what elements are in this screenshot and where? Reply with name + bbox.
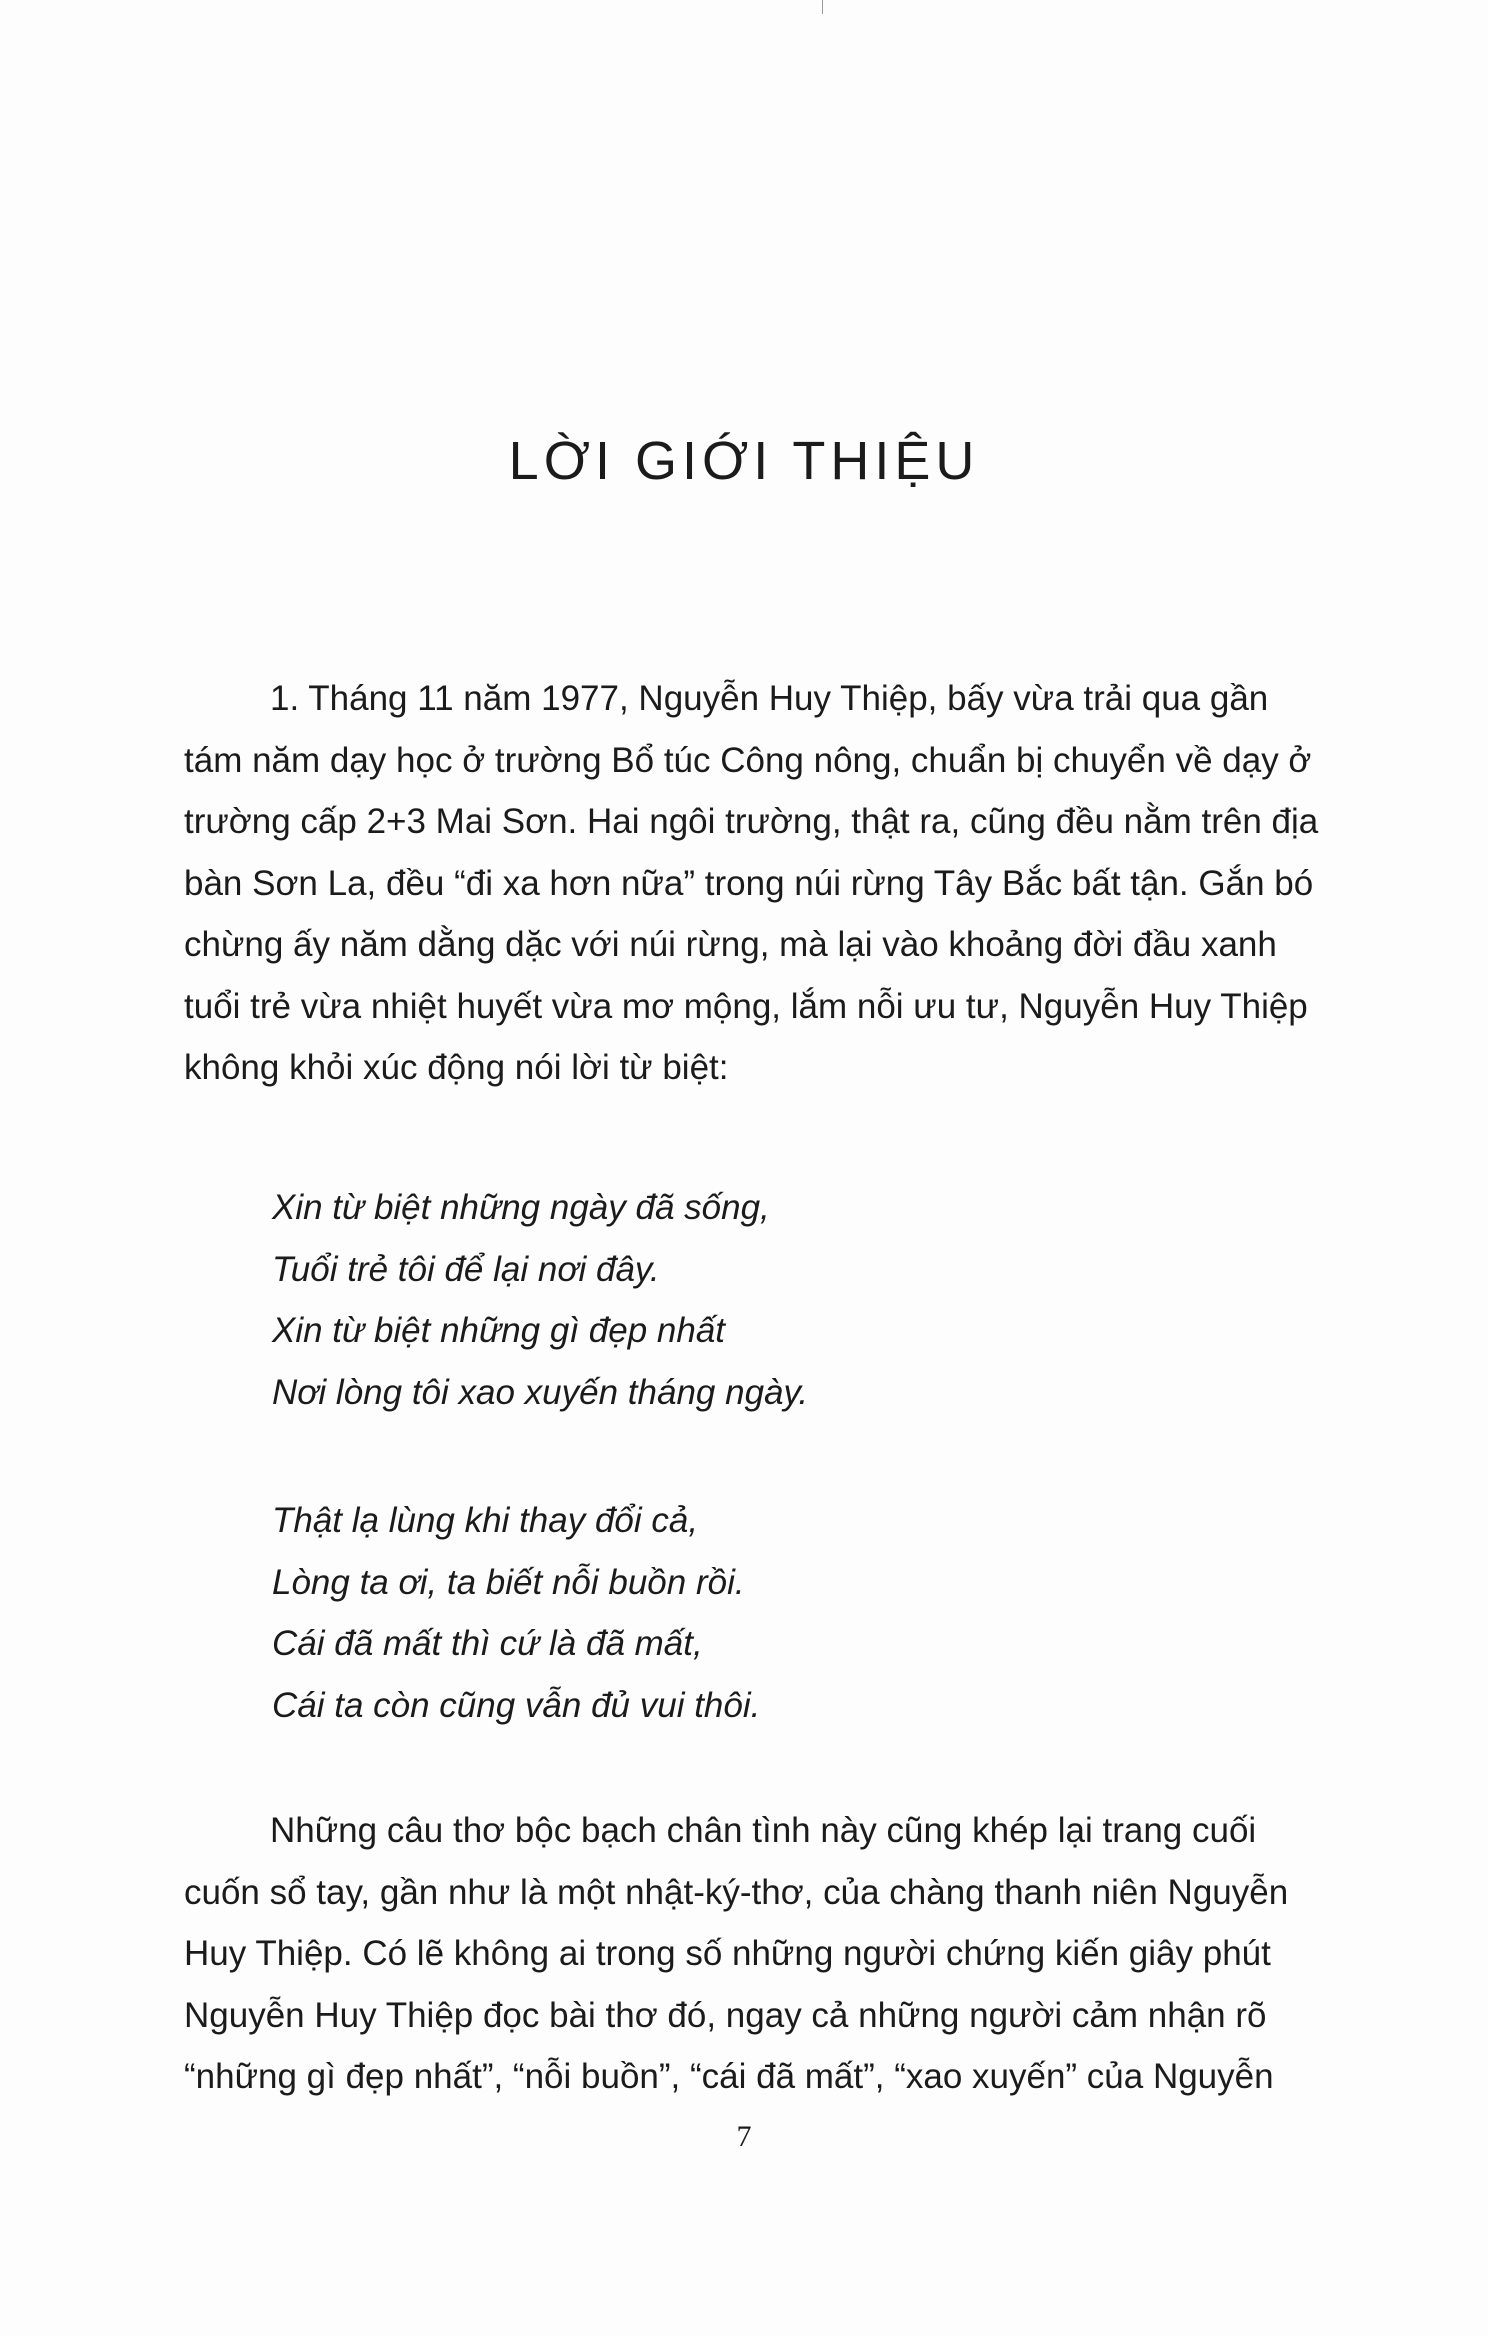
crop-mark: [822, 0, 823, 14]
text-line: tuổi trẻ vừa nhiệt huyết vừa mơ mộng, lắm nỗi ưu tư, Nguyễn Huy Thiệp: [184, 986, 1308, 1026]
text-line: cuốn sổ tay, gần như là một nhật-ký-thơ, của chàng thanh niên Nguyễn: [184, 1872, 1289, 1912]
poem-stanza-2: [272, 1490, 760, 1736]
text-line: không khỏi xúc động nói lời từ biệt:: [184, 1048, 729, 1087]
text-line: Những câu thơ bộc bạch chân tình này cũng khép lại trang cuối: [270, 1811, 1257, 1850]
poem-line: Nơi lòng tôi xao xuyến tháng ngày.: [272, 1372, 809, 1412]
text-line: Huy Thiệp. Có lẽ không ai trong số những người chứng kiến giây phút: [184, 1934, 1271, 1973]
text-line: bàn Sơn La, đều “đi xa hơn nữa” trong núi rừng Tây Bắc bất tận. Gắn bó: [184, 863, 1314, 903]
text-line: tám năm dạy học ở trường Bổ túc Công nông, chuẩn bị chuyển về dạy ở: [184, 740, 1312, 780]
paragraph-continuation: [184, 1800, 1318, 2108]
poem-line: Cái ta còn cũng vẫn đủ vui thôi.: [272, 1685, 761, 1725]
text-line: trường cấp 2+3 Mai Sơn. Hai ngôi trường, thật ra, cũng đều nằm trên địa: [184, 802, 1319, 841]
poem-line: Tuổi trẻ tôi để lại nơi đây.: [272, 1249, 660, 1289]
poem-line: Xin từ biệt những ngày đã sống,: [272, 1188, 770, 1227]
chapter-title: LỜI GIỚI THIỆU: [508, 431, 980, 491]
poem-line: Xin từ biệt những gì đẹp nhất: [272, 1311, 726, 1350]
text-line: Nguyễn Huy Thiệp đọc bài thơ đó, ngay cả những người cảm nhận rõ: [184, 1995, 1267, 2035]
poem-line: Cái đã mất thì cứ là đã mất,: [272, 1624, 703, 1663]
poem-line: Lòng ta ơi, ta biết nỗi buồn rồi.: [272, 1562, 745, 1602]
poem-stanza-1: [272, 1177, 808, 1423]
paragraph-intro: [184, 668, 1318, 1099]
text-line: chừng ấy năm dằng dặc với núi rừng, mà lại vào khoảng đời đầu xanh: [184, 925, 1277, 964]
text-line: “những gì đẹp nhất”, “nỗi buồn”, “cái đã mất”, “xao xuyến” của Nguyễn: [184, 2057, 1274, 2096]
poem-line: Thật lạ lùng khi thay đổi cả,: [272, 1501, 699, 1540]
text-line: 1. Tháng 11 năm 1977, Nguyễn Huy Thiệp, bấy vừa trải qua gần: [270, 679, 1269, 718]
page-number: 7: [736, 2120, 752, 2153]
